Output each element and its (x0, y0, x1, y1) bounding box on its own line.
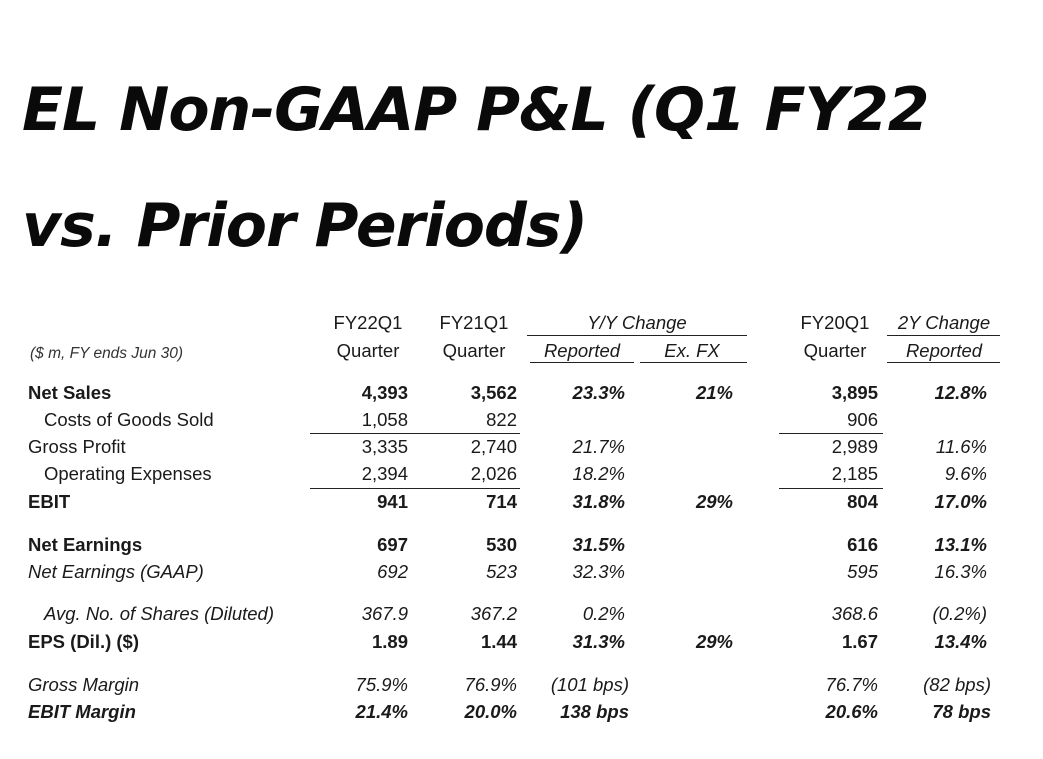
cell-net-sales-2y: 12.8% (934, 382, 987, 403)
header-fy22q1-quarter: Quarter (336, 340, 400, 361)
cell-eps-exfx: 29% (695, 631, 733, 652)
cogs-underline-fy20 (779, 433, 883, 434)
cell-ebit-2y: 17.0% (934, 491, 987, 512)
header-yy-exfx: Ex. FX (664, 340, 720, 361)
cell-gross-margin-fy20: 76.7% (825, 674, 878, 695)
cell-eps-fy21: 1.44 (480, 631, 517, 652)
cell-net-earnings-gaap-fy20: 595 (847, 561, 878, 582)
row-label-net-sales: Net Sales (28, 382, 112, 403)
header-2y-reported-underline (887, 362, 1000, 363)
cell-opex-fy21: 2,026 (470, 463, 517, 484)
cell-cogs-fy20: 906 (847, 409, 878, 430)
cell-net-sales-yy: 23.3% (572, 382, 625, 403)
cell-eps-yy: 31.3% (572, 631, 625, 652)
cell-net-earnings-gaap-yy: 32.3% (572, 561, 625, 582)
cell-ebit-margin-fy21: 20.0% (464, 701, 517, 722)
header-2y-change: 2Y Change (897, 312, 991, 333)
cell-gross-profit-2y: 11.6% (935, 436, 987, 457)
cell-net-earnings-2y: 13.1% (934, 534, 987, 555)
cell-eps-fy20: 1.67 (841, 631, 878, 652)
row-label-net-earnings: Net Earnings (28, 534, 143, 555)
cogs-underline-current (310, 433, 520, 434)
cell-avg-shares-fy22: 367.9 (361, 603, 408, 624)
cell-gross-margin-fy22: 75.9% (355, 674, 408, 695)
units-note: ($ m, FY ends Jun 30) (30, 345, 184, 362)
row-label-net-earnings-gaap: Net Earnings (GAAP) (28, 561, 204, 582)
cell-eps-fy22: 1.89 (371, 631, 408, 652)
row-label-opex: Operating Expenses (44, 463, 212, 484)
cell-ebit-fy22: 941 (377, 491, 408, 512)
cell-net-sales-fy22: 4,393 (361, 382, 408, 403)
opex-underline-current (310, 488, 520, 489)
header-fy20q1-quarter: Quarter (803, 340, 867, 361)
cell-ebit-margin-fy20: 20.6% (825, 701, 878, 722)
cell-net-earnings-fy22: 697 (377, 534, 408, 555)
title-line-1: EL Non-GAAP P&L (Q1 FY22 (22, 75, 929, 145)
cell-gross-profit-fy20: 2,989 (831, 436, 878, 457)
row-label-cogs: Costs of Goods Sold (44, 409, 214, 430)
cell-cogs-fy22: 1,058 (361, 409, 408, 430)
header-fy22q1: FY22Q1 (333, 312, 403, 333)
header-fy21q1-quarter: Quarter (442, 340, 506, 361)
row-label-eps: EPS (Dil.) ($) (28, 631, 140, 652)
cell-opex-yy: 18.2% (572, 463, 625, 484)
cell-ebit-exfx: 29% (695, 491, 733, 512)
cell-ebit-fy21: 714 (486, 491, 517, 512)
header-2y-underline (887, 335, 1000, 336)
cell-ebit-margin-fy22: 21.4% (355, 701, 408, 722)
row-label-avg-shares: Avg. No. of Shares (Diluted) (44, 603, 274, 624)
header-yy-change: Y/Y Change (587, 312, 687, 333)
header-reported-underline (530, 362, 634, 363)
cell-net-earnings-gaap-2y: 16.3% (934, 561, 987, 582)
cell-gross-profit-fy21: 2,740 (470, 436, 517, 457)
row-label-gross-margin: Gross Margin (28, 674, 140, 695)
cell-net-earnings-fy20: 616 (847, 534, 878, 555)
cell-ebit-yy: 31.8% (572, 491, 625, 512)
header-fy21q1: FY21Q1 (439, 312, 509, 333)
cell-gross-margin-2y: (82 bps) (923, 674, 991, 695)
cell-net-earnings-gaap-fy22: 692 (377, 561, 408, 582)
cell-ebit-margin-2y: 78 bps (932, 701, 991, 722)
cell-gross-profit-fy22: 3,335 (361, 436, 408, 457)
header-fy20q1: FY20Q1 (800, 312, 870, 333)
title-line-2: vs. Prior Periods) (22, 191, 588, 261)
cell-net-earnings-gaap-fy21: 523 (486, 561, 517, 582)
cell-opex-2y: 9.6% (944, 463, 987, 484)
cell-gross-profit-yy: 21.7% (572, 436, 625, 457)
cell-ebit-margin-yy: 138 bps (560, 701, 629, 722)
header-yy-underline (527, 335, 747, 336)
row-label-ebit-margin: EBIT Margin (28, 701, 136, 722)
cell-gross-margin-fy21: 76.9% (464, 674, 517, 695)
cell-net-earnings-fy21: 530 (486, 534, 517, 555)
cell-net-earnings-yy: 31.5% (572, 534, 625, 555)
cell-cogs-fy21: 822 (486, 409, 517, 430)
cell-avg-shares-fy20: 368.6 (831, 603, 878, 624)
opex-underline-fy20 (779, 488, 883, 489)
cell-gross-margin-yy: (101 bps) (550, 674, 629, 695)
cell-net-sales-fy21: 3,562 (470, 382, 517, 403)
header-yy-reported: Reported (543, 340, 621, 361)
cell-avg-shares-2y: (0.2%) (932, 603, 987, 624)
header-2y-reported: Reported (905, 340, 983, 361)
cell-net-sales-exfx: 21% (695, 382, 733, 403)
cell-ebit-fy20: 804 (847, 491, 878, 512)
cell-opex-fy22: 2,394 (361, 463, 408, 484)
header-exfx-underline (640, 362, 747, 363)
cell-avg-shares-yy: 0.2% (582, 603, 625, 624)
cell-net-sales-fy20: 3,895 (831, 382, 878, 403)
cell-eps-2y: 13.4% (934, 631, 987, 652)
row-label-gross-profit: Gross Profit (28, 436, 126, 457)
cell-avg-shares-fy21: 367.2 (470, 603, 517, 624)
row-label-ebit: EBIT (28, 491, 71, 512)
cell-opex-fy20: 2,185 (831, 463, 878, 484)
